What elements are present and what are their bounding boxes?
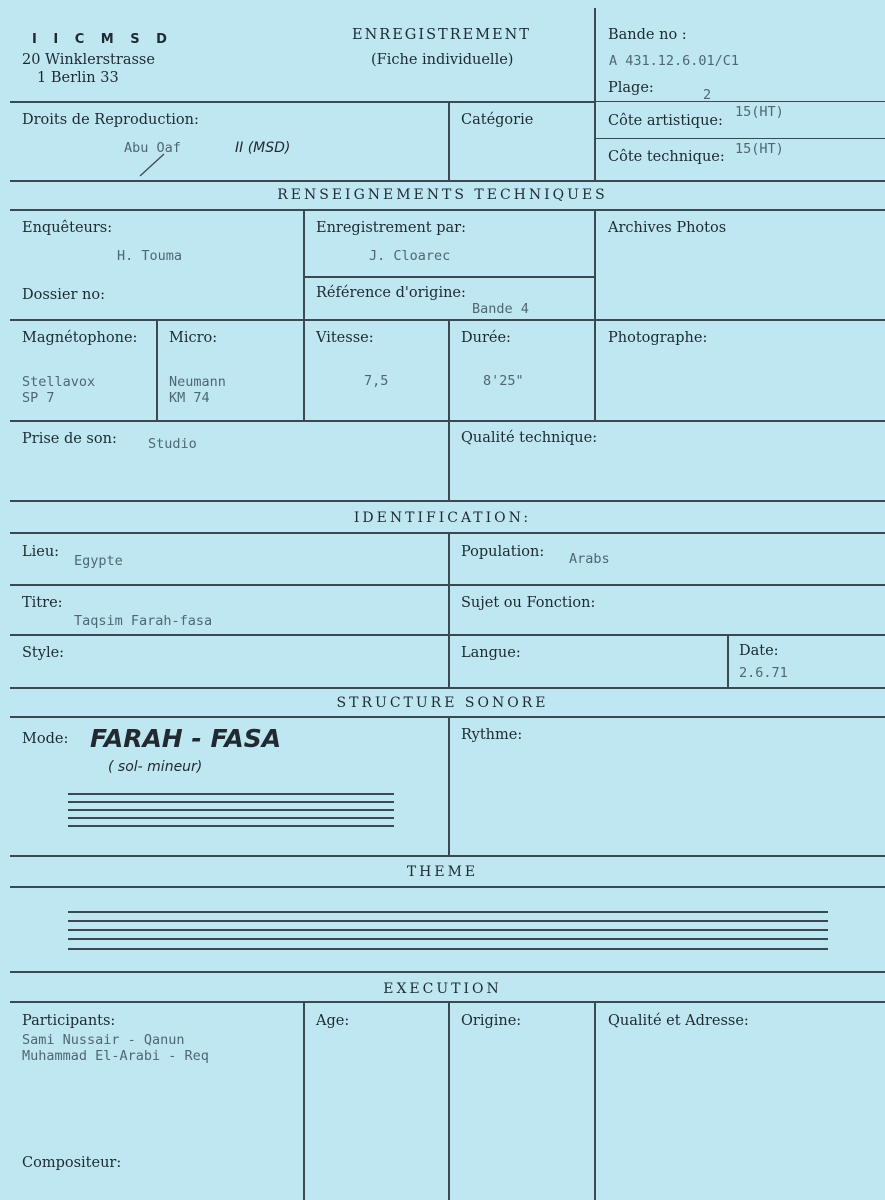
droits-value: Abu Oaf [124, 140, 181, 156]
section-title-technical: RENSEIGNEMENTS TECHNIQUES [277, 187, 608, 203]
rule [303, 209, 305, 420]
rule [594, 1001, 596, 1200]
section-title-structure: STRUCTURE SONORE [336, 695, 549, 711]
institute-name: I I C M S D [32, 32, 173, 47]
slash-mark [136, 152, 166, 178]
rule [304, 276, 595, 278]
staff-line [68, 801, 394, 803]
vitesse-label: Vitesse: [316, 330, 374, 346]
compositeur-label: Compositeur: [22, 1155, 122, 1171]
age-label: Age: [316, 1013, 350, 1029]
qualite-adresse-label: Qualité et Adresse: [608, 1013, 749, 1029]
rule [303, 1001, 305, 1200]
rule [448, 532, 450, 687]
rule [448, 319, 450, 500]
droits-handwriting: II (MSD) [235, 140, 291, 156]
cote-artistique-label: Côte artistique: [608, 113, 723, 129]
section-title-execution: EXECUTION [383, 981, 502, 997]
rule [727, 634, 729, 687]
institute-street: 20 Winklerstrasse [22, 52, 155, 68]
rule [594, 8, 596, 180]
bande-label: Bande no : [608, 27, 687, 43]
titre-label: Titre: [22, 595, 63, 611]
institute-city: 1 Berlin 33 [37, 70, 119, 86]
dossier-label: Dossier no: [22, 287, 105, 303]
rule [448, 716, 450, 855]
mode-label: Mode: [22, 731, 69, 747]
lieu-value: Egypte [74, 553, 123, 569]
droits-label: Droits de Reproduction: [22, 112, 199, 128]
style-label: Style: [22, 645, 65, 661]
rule [10, 180, 885, 182]
micro-label: Micro: [169, 330, 218, 346]
plage-value: 2 [703, 87, 712, 103]
langue-label: Langue: [461, 645, 521, 661]
staff-line [68, 929, 828, 931]
rule [448, 101, 450, 180]
qualite-technique-label: Qualité technique: [461, 430, 598, 446]
bande-value: A 431.12.6.01/C1 [609, 53, 740, 69]
form-title: ENREGISTREMENT [352, 27, 531, 43]
rule [10, 101, 595, 103]
population-value: Arabs [569, 551, 610, 567]
date-label: Date: [739, 643, 779, 659]
rule [10, 855, 885, 857]
titre-value: Taqsim Farah-fasa [74, 613, 213, 629]
reference-value: Bande 4 [472, 301, 529, 317]
archives-photos-label: Archives Photos [608, 220, 727, 236]
cote-technique-label: Côte technique: [608, 149, 725, 165]
date-value: 2.6.71 [739, 665, 788, 681]
rule [595, 101, 885, 102]
enregistrement-par-value: J. Cloarec [369, 248, 451, 264]
participants-label: Participants: [22, 1013, 116, 1029]
rythme-label: Rythme: [461, 727, 523, 743]
population-label: Population: [461, 544, 545, 560]
staff-line [68, 825, 394, 827]
categorie-label: Catégorie [461, 112, 534, 128]
magnetophone-value: Stellavox SP 7 [22, 374, 96, 406]
rule [594, 209, 596, 420]
prise-value: Studio [148, 436, 197, 452]
duree-value: 8'25" [483, 373, 524, 389]
rule [156, 319, 158, 420]
rule [595, 138, 885, 139]
rule [10, 971, 885, 973]
staff-line [68, 938, 828, 940]
rule [448, 1001, 450, 1200]
reference-label: Référence d'origine: [316, 285, 466, 301]
staff-line [68, 793, 394, 795]
staff-line [68, 948, 828, 950]
rule [10, 687, 885, 689]
cote-artistique-value: 15(HT) [735, 104, 784, 120]
micro-value: Neumann KM 74 [169, 374, 226, 406]
enqueteurs-value: H. Touma [117, 248, 183, 264]
duree-label: Durée: [461, 330, 511, 346]
lieu-label: Lieu: [22, 544, 60, 560]
staff-line [68, 920, 828, 922]
enregistrement-par-label: Enregistrement par: [316, 220, 466, 236]
photographe-label: Photographe: [608, 330, 708, 346]
staff-line [68, 809, 394, 811]
section-title-theme: THEME [406, 864, 479, 880]
mode-handwriting-sub: ( sol- mineur) [108, 759, 203, 775]
cote-technique-value: 15(HT) [735, 141, 784, 157]
rule [10, 209, 885, 211]
staff-line [68, 817, 394, 819]
origine-label: Origine: [461, 1013, 522, 1029]
vitesse-value: 7,5 [364, 373, 389, 389]
form-subtitle: (Fiche individuelle) [371, 52, 514, 68]
mode-handwriting: FARAH - FASA [90, 724, 282, 753]
rule [10, 500, 885, 502]
enqueteurs-label: Enquêteurs: [22, 220, 113, 236]
prise-label: Prise de son: [22, 431, 117, 447]
participants-value: Sami Nussair - Qanun Muhammad El-Arabi - Req [22, 1032, 209, 1064]
staff-line [68, 911, 828, 913]
rule [10, 886, 885, 888]
section-title-identification: IDENTIFICATION: [353, 510, 532, 526]
plage-label: Plage: [608, 80, 654, 96]
magnetophone-label: Magnétophone: [22, 330, 138, 346]
sujet-label: Sujet ou Fonction: [461, 595, 596, 611]
